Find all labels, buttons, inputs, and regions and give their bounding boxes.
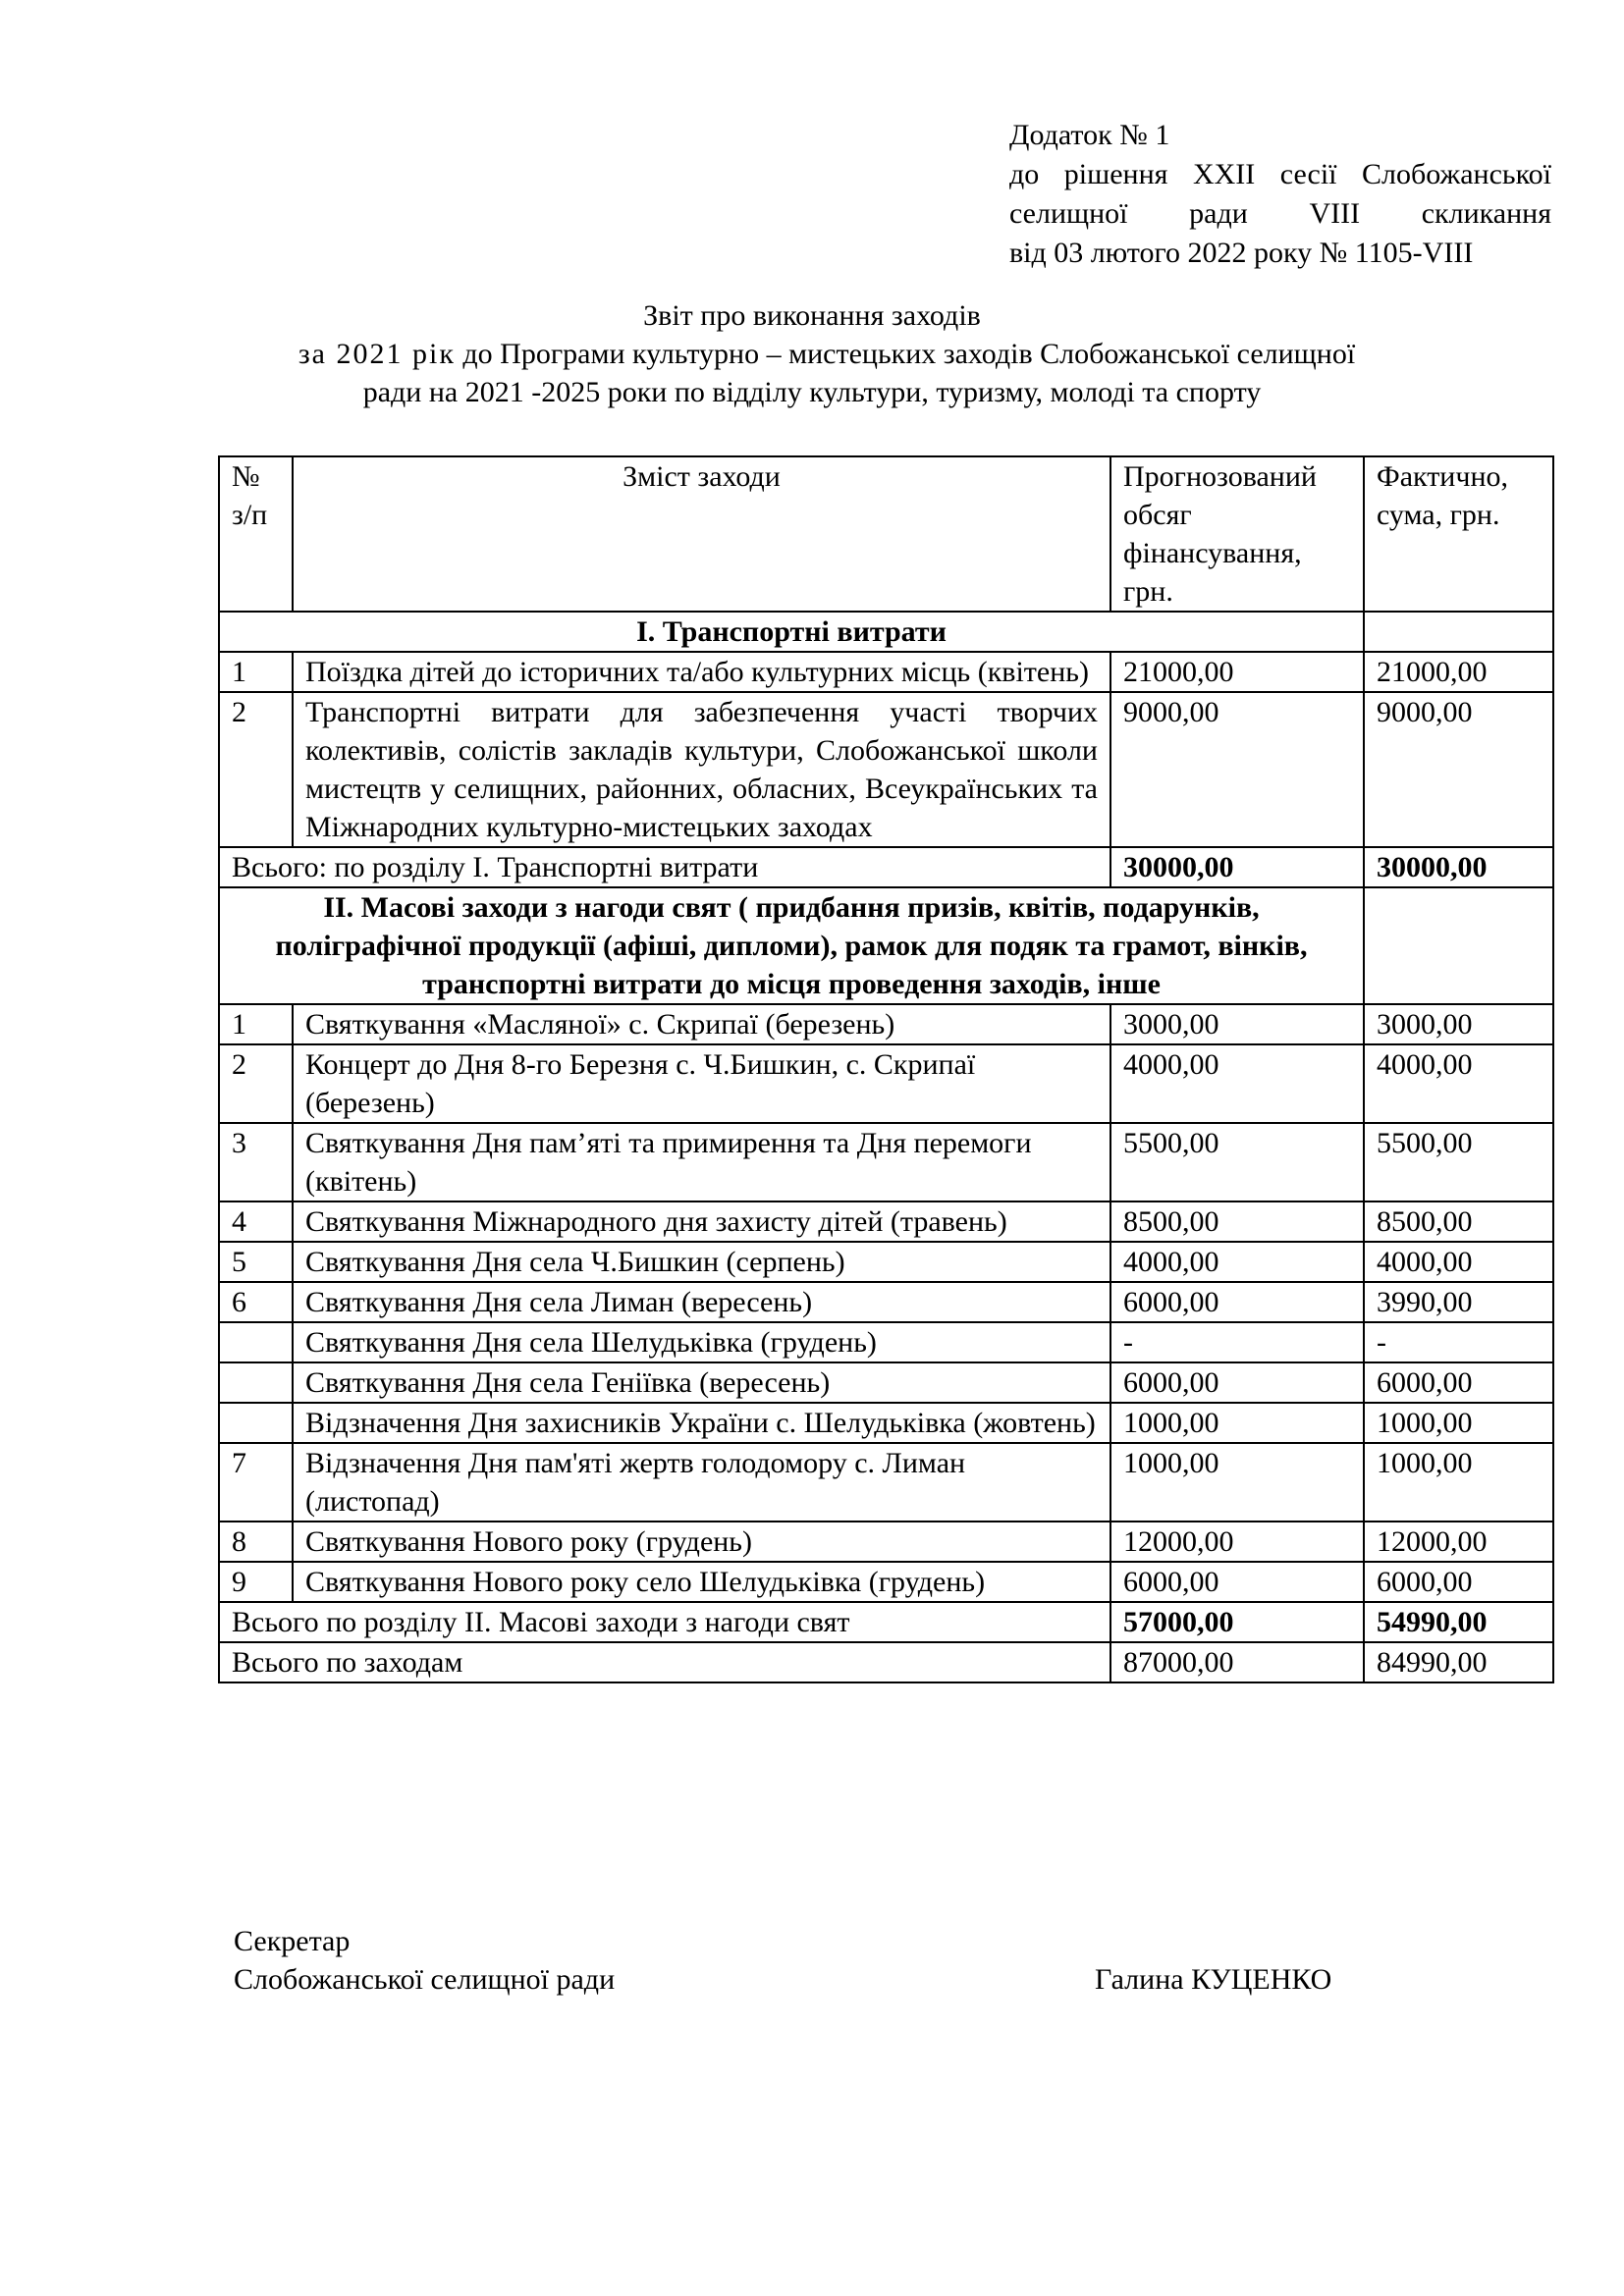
row-planned: 6000,00 [1110, 1282, 1364, 1322]
table-row [219, 1443, 1553, 1522]
title-year: за 2021 рік [298, 338, 456, 370]
table-row [219, 1201, 1553, 1242]
addendum-line-3: селищної ради VIII скликання [1009, 197, 1551, 230]
signature-position-2: Слобожанської селищної ради [234, 1963, 616, 1996]
table-row [219, 1322, 1553, 1362]
row-actual: 1000,00 [1364, 1443, 1553, 1522]
row-desc: Святкування Дня села Геніївка (вересень) [293, 1362, 1110, 1403]
row-num: 1 [219, 652, 293, 692]
row-actual: 3000,00 [1364, 1004, 1553, 1044]
table-row [219, 652, 1553, 692]
row-actual: 4000,00 [1364, 1044, 1553, 1123]
section-1-title-empty [1364, 612, 1553, 652]
row-actual: - [1364, 1322, 1553, 1362]
row-actual: 12000,00 [1364, 1522, 1553, 1562]
row-planned: 6000,00 [1110, 1562, 1364, 1602]
addendum-line-4: від 03 лютого 2022 року № 1105-VIII [1009, 237, 1474, 269]
title-program: до Програми культурно – мистецьких заходів Слобожанської селищної [455, 338, 1356, 370]
header-row [219, 456, 1553, 612]
addendum-line-1: Додаток № 1 [1009, 119, 1170, 151]
signature-name: Галина КУЦЕНКО [1095, 1963, 1332, 1996]
section-2-total-row [219, 1602, 1553, 1642]
header-planned: Прогнозований обсяг фінансування, грн. [1110, 456, 1364, 612]
row-desc: Святкування Нового року село Шелудьківка (грудень) [293, 1562, 1110, 1602]
signature-position-1: Секретар [234, 1925, 351, 1957]
row-desc: Відзначення Дня пам'яті жертв голодомору с. Лиман (листопад) [293, 1443, 1110, 1522]
row-desc: Відзначення Дня захисників України с. Шелудьківка (жовтень) [293, 1403, 1110, 1443]
section-2-title-row [219, 887, 1553, 1004]
row-actual: 6000,00 [1364, 1562, 1553, 1602]
title-line-1: Звіт про виконання заходів [643, 299, 981, 332]
row-desc: Святкування Дня села Шелудьківка (грудень) [293, 1322, 1110, 1362]
row-num [219, 1362, 293, 1403]
row-actual: 4000,00 [1364, 1242, 1553, 1282]
table-row [219, 1362, 1553, 1403]
row-desc: Святкування Дня села Лиман (вересень) [293, 1282, 1110, 1322]
addendum-line-2: до рішення XXII сесії Слобожанської [1009, 158, 1551, 190]
header-content: Зміст заходи [293, 456, 1110, 612]
row-num [219, 1322, 293, 1362]
row-actual: 5500,00 [1364, 1123, 1553, 1201]
row-num: 2 [219, 1044, 293, 1123]
header-actual: Фактично, сума, грн. [1364, 456, 1553, 612]
grand-total-planned: 87000,00 [1110, 1642, 1364, 1682]
table-row [219, 1282, 1553, 1322]
row-num: 9 [219, 1562, 293, 1602]
signature-block [234, 1922, 1363, 1999]
row-actual: 8500,00 [1364, 1201, 1553, 1242]
section-2-title-empty [1364, 887, 1553, 1004]
row-desc: Концерт до Дня 8-го Березня с. Ч.Бишкин, с. Скрипаї (березень) [293, 1044, 1110, 1123]
row-actual: 3990,00 [1364, 1282, 1553, 1322]
grand-total-label: Всього по заходам [219, 1642, 1110, 1682]
row-num: 4 [219, 1201, 293, 1242]
row-num [219, 1403, 293, 1443]
row-desc: Святкування «Масляної» с. Скрипаї (березень) [293, 1004, 1110, 1044]
row-planned: - [1110, 1322, 1364, 1362]
section-2-title: ІІ. Масові заходи з нагоди свят ( придбання призів, квітів, подарунків, поліграфічної продукції (афіші, дипломи), рамок для подяк та грамот, вінків, транспортні витрати до місця проведення заходів, інше [219, 887, 1364, 1004]
row-num: 2 [219, 692, 293, 847]
grand-total-row [219, 1642, 1553, 1682]
row-num: 7 [219, 1443, 293, 1522]
grand-total-actual: 84990,00 [1364, 1642, 1553, 1682]
row-planned: 21000,00 [1110, 652, 1364, 692]
row-planned: 5500,00 [1110, 1123, 1364, 1201]
row-num: 6 [219, 1282, 293, 1322]
section-2-total-planned: 57000,00 [1110, 1602, 1364, 1642]
row-actual: 9000,00 [1364, 692, 1553, 847]
report-table [218, 455, 1554, 1683]
title-line-2 [0, 335, 1624, 373]
row-planned: 6000,00 [1110, 1362, 1364, 1403]
section-2-total-label: Всього по розділу ІІ. Масові заходи з нагоди свят [219, 1602, 1110, 1642]
table-row [219, 1242, 1553, 1282]
row-actual: 21000,00 [1364, 652, 1553, 692]
row-desc: Святкування Дня пам’яті та примирення та Дня перемоги (квітень) [293, 1123, 1110, 1201]
row-num: 3 [219, 1123, 293, 1201]
row-desc: Святкування Міжнародного дня захисту дітей (травень) [293, 1201, 1110, 1242]
row-planned: 4000,00 [1110, 1044, 1364, 1123]
section-1-total-label: Всього: по розділу І. Транспортні витрати [219, 847, 1110, 887]
section-1-total-row [219, 847, 1553, 887]
title-line-3: ради на 2021 -2025 роки по відділу культури, туризму, молоді та спорту [362, 376, 1262, 408]
row-num: 8 [219, 1522, 293, 1562]
header-num: № з/п [219, 456, 293, 612]
addendum-block [1009, 116, 1551, 273]
table-row [219, 1403, 1553, 1443]
row-planned: 9000,00 [1110, 692, 1364, 847]
table-row [219, 1562, 1553, 1602]
section-1-title-row [219, 612, 1553, 652]
row-desc: Транспортні витрати для забезпечення участі творчих колективів, солістів закладів культури, Слобожанської школи мистецтв у селищних, районних, обласних, Всеукраїнських та Міжнародних культурно-мистецьких заходах [293, 692, 1110, 847]
table-row [219, 1522, 1553, 1562]
table-row [219, 692, 1553, 847]
row-planned: 1000,00 [1110, 1443, 1364, 1522]
row-planned: 1000,00 [1110, 1403, 1364, 1443]
row-desc: Святкування Дня села Ч.Бишкин (серпень) [293, 1242, 1110, 1282]
row-planned: 12000,00 [1110, 1522, 1364, 1562]
row-actual: 1000,00 [1364, 1403, 1553, 1443]
table-row [219, 1004, 1553, 1044]
document-title [0, 296, 1624, 411]
section-1-title: І. Транспортні витрати [219, 612, 1364, 652]
table-row [219, 1044, 1553, 1123]
row-desc: Святкування Нового року (грудень) [293, 1522, 1110, 1562]
section-1-total-planned: 30000,00 [1110, 847, 1364, 887]
row-num: 1 [219, 1004, 293, 1044]
section-1-total-actual: 30000,00 [1364, 847, 1553, 887]
row-planned: 3000,00 [1110, 1004, 1364, 1044]
section-2-total-actual: 54990,00 [1364, 1602, 1553, 1642]
row-desc: Поїздка дітей до історичних та/або культурних місць (квітень) [293, 652, 1110, 692]
table-row [219, 1123, 1553, 1201]
row-planned: 8500,00 [1110, 1201, 1364, 1242]
row-num: 5 [219, 1242, 293, 1282]
row-planned: 4000,00 [1110, 1242, 1364, 1282]
row-actual: 6000,00 [1364, 1362, 1553, 1403]
